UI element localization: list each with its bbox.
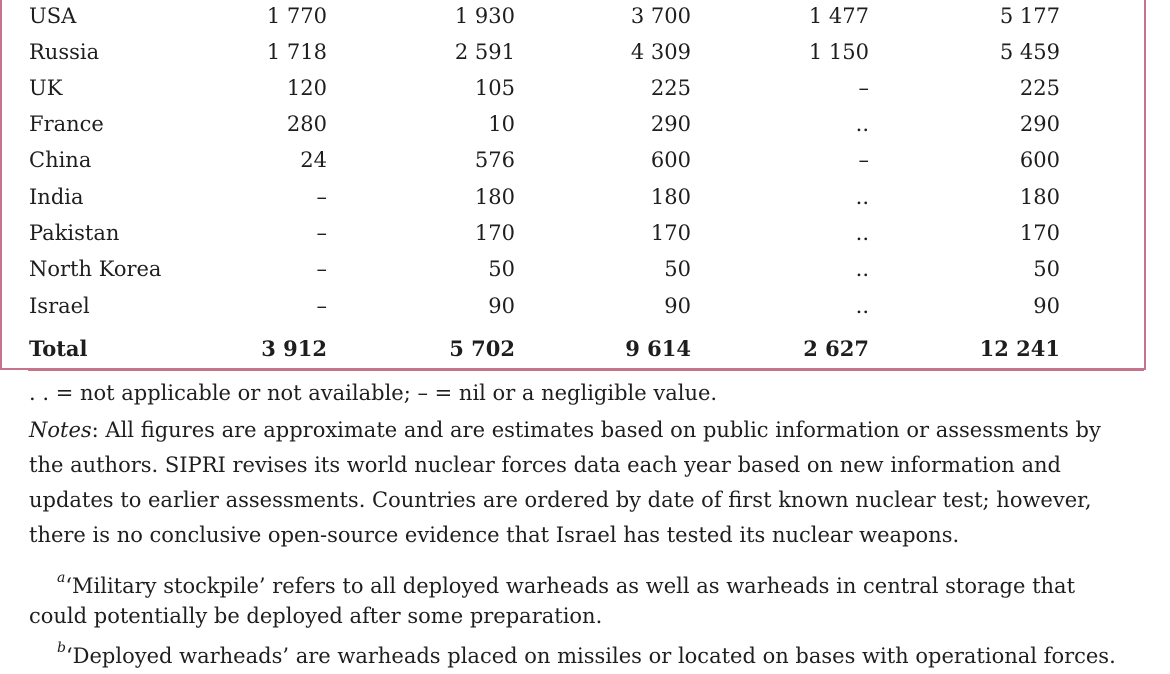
notes-line-3 xyxy=(29,483,1149,518)
value-cell-c3: 90 xyxy=(664,294,691,318)
value-cell-c4: .. xyxy=(855,185,869,209)
notes-text-3: updates to earlier assessments. Countries are ordered by date of first known nuclear test; however, xyxy=(29,488,1092,512)
value-cell-c2: 10 xyxy=(488,112,515,136)
value-cell-c1: 1 770 xyxy=(266,4,327,28)
value-cell-c3: 170 xyxy=(650,221,691,245)
footnote-a-marker: a xyxy=(57,570,66,586)
table-bottom-rule xyxy=(28,369,1144,371)
country-cell: India xyxy=(29,185,84,209)
value-cell-c5: 5 459 xyxy=(999,40,1060,64)
table-row xyxy=(0,142,1170,178)
notes-line-4 xyxy=(29,518,1149,553)
notes-label: Notes xyxy=(29,418,92,442)
value-cell-c5: 290 xyxy=(1019,112,1060,136)
value-cell-c4: .. xyxy=(855,221,869,245)
country-cell: France xyxy=(29,112,104,136)
total-cell-c3: 9 614 xyxy=(625,336,691,361)
value-cell-c1: 120 xyxy=(286,76,327,100)
value-cell-c1: – xyxy=(316,257,327,281)
value-cell-c3: 50 xyxy=(664,257,691,281)
value-cell-c1: 1 718 xyxy=(266,40,327,64)
value-cell-c3: 225 xyxy=(650,76,691,100)
value-cell-c5: 50 xyxy=(1033,257,1060,281)
notes-text-2: the authors. SIPRI revises its world nuclear forces data each year based on new information and xyxy=(29,453,1061,477)
total-row xyxy=(0,331,1170,367)
total-cell-c5: 12 241 xyxy=(979,336,1060,361)
table-row xyxy=(0,215,1170,251)
table-row xyxy=(0,179,1170,215)
value-cell-c1: 280 xyxy=(286,112,327,136)
value-cell-c5: 600 xyxy=(1019,148,1060,172)
value-cell-c4: .. xyxy=(855,112,869,136)
total-cell-c4: 2 627 xyxy=(803,336,869,361)
value-cell-c1: – xyxy=(316,185,327,209)
notes-line-1 xyxy=(29,413,1149,448)
value-cell-c1: – xyxy=(316,294,327,318)
footnote-a-text-2: could potentially be deployed after some preparation. xyxy=(29,604,603,628)
value-cell-c5: 180 xyxy=(1019,185,1060,209)
value-cell-c4: – xyxy=(858,76,869,100)
value-cell-c2: 576 xyxy=(474,148,515,172)
table-row xyxy=(0,106,1170,142)
table-row xyxy=(0,0,1170,34)
table-row xyxy=(0,288,1170,324)
value-cell-c4: – xyxy=(858,148,869,172)
value-cell-c4: 1 150 xyxy=(808,40,869,64)
value-cell-c1: 24 xyxy=(300,148,327,172)
value-cell-c4: .. xyxy=(855,294,869,318)
value-cell-c3: 600 xyxy=(650,148,691,172)
total-cell-c2: 5 702 xyxy=(449,336,515,361)
value-cell-c3: 4 309 xyxy=(630,40,691,64)
legend-text: . . = not applicable or not available; – = nil or a negligible value. xyxy=(29,381,718,405)
value-cell-c2: 50 xyxy=(488,257,515,281)
table-row xyxy=(0,251,1170,287)
value-cell-c5: 170 xyxy=(1019,221,1060,245)
total-label: Total xyxy=(29,336,88,361)
country-cell: China xyxy=(29,148,92,172)
value-cell-c2: 170 xyxy=(474,221,515,245)
table-row xyxy=(0,34,1170,70)
value-cell-c5: 225 xyxy=(1019,76,1060,100)
value-cell-c2: 2 591 xyxy=(454,40,515,64)
value-cell-c2: 180 xyxy=(474,185,515,209)
value-cell-c3: 3 700 xyxy=(630,4,691,28)
value-cell-c5: 5 177 xyxy=(999,4,1060,28)
value-cell-c3: 180 xyxy=(650,185,691,209)
value-cell-c4: .. xyxy=(855,257,869,281)
value-cell-c2: 105 xyxy=(474,76,515,100)
footnote-b-line-1 xyxy=(57,634,1170,674)
footnote-b-text-1: ‘Deployed warheads’ are warheads placed on missiles or located on bases with operational forces. xyxy=(65,644,1116,668)
country-cell: Russia xyxy=(29,40,100,64)
footnote-b-marker: b xyxy=(57,640,66,656)
notes-text-1: : All figures are approximate and are estimates based on public information or assessments by xyxy=(91,418,1101,442)
value-cell-c3: 290 xyxy=(650,112,691,136)
value-cell-c2: 1 930 xyxy=(454,4,515,28)
footnote-a-line-2 xyxy=(29,599,1149,634)
country-cell: UK xyxy=(29,76,63,100)
table-row xyxy=(0,70,1170,106)
country-cell: Pakistan xyxy=(29,221,120,245)
value-cell-c2: 90 xyxy=(488,294,515,318)
footnote-a-text-1: ‘Military stockpile’ refers to all deployed warheads as well as warheads in central storage that xyxy=(65,574,1076,598)
notes-line-2 xyxy=(29,448,1149,483)
country-cell: North Korea xyxy=(29,257,162,281)
notes-text-4: there is no conclusive open-source evidence that Israel has tested its nuclear weapons. xyxy=(29,523,960,547)
country-cell: Israel xyxy=(29,294,90,318)
total-cell-c1: 3 912 xyxy=(261,336,327,361)
value-cell-c4: 1 477 xyxy=(808,4,869,28)
value-cell-c5: 90 xyxy=(1033,294,1060,318)
legend-note xyxy=(29,376,1149,411)
value-cell-c1: – xyxy=(316,221,327,245)
country-cell: USA xyxy=(29,4,77,28)
footnote-a-line-1 xyxy=(57,564,1170,604)
